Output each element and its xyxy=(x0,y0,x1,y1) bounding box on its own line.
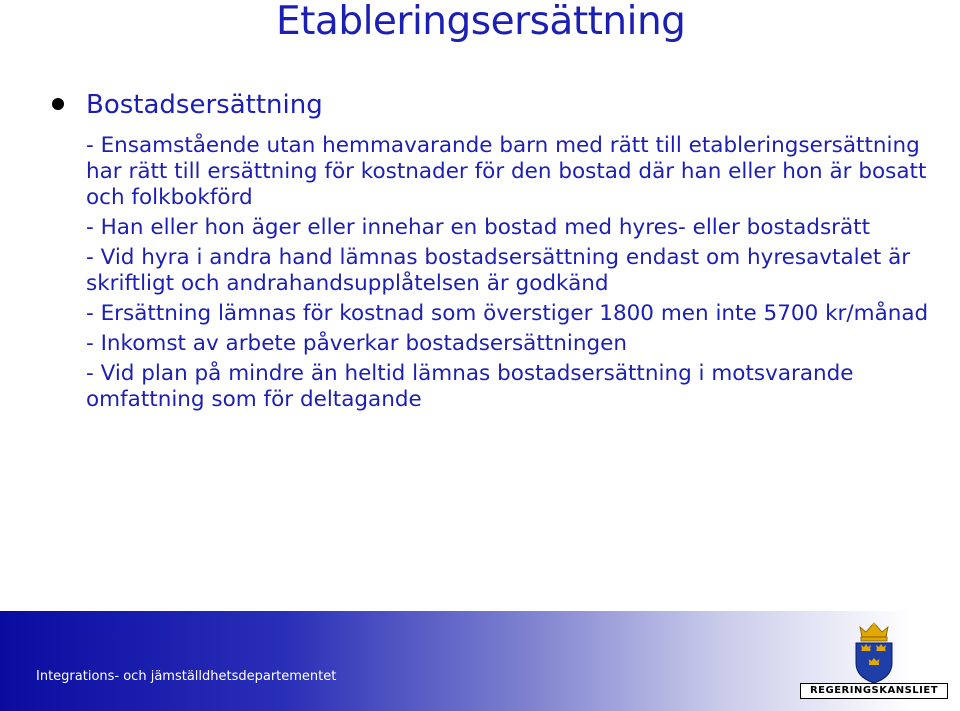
slide-title: Etableringsersättning xyxy=(276,0,686,44)
logo-wordmark: REGERINGSKANSLIET xyxy=(800,683,948,699)
regeringskansliet-logo xyxy=(800,621,948,701)
bullet-list xyxy=(86,133,946,417)
bullet-icon xyxy=(52,98,64,110)
list-item: - Inkomst av arbete påverkar bostadsersättningen xyxy=(86,331,627,356)
list-item: - Han eller hon äger eller innehar en bostad med hyres- eller bostadsrätt xyxy=(86,215,871,240)
list-item: - Vid hyra i andra hand lämnas bostadsersättning endast om hyresavtalet är skriftligt och andrahandsupplåtelsen är godkänd xyxy=(86,245,911,296)
list-item: - Ensamstående utan hemmavarande barn med rätt till etableringsersättning har rätt till ersättning för kostnader för den bostad där han eller hon är bosatt och folkbokförd xyxy=(86,133,927,210)
department-name: Integrations- och jämställdhetsdepartementet xyxy=(36,669,337,684)
footer-band xyxy=(0,611,960,711)
section-heading: Bostadsersättning xyxy=(86,90,323,120)
three-crowns-emblem-icon xyxy=(800,621,948,683)
list-item: - Ersättning lämnas för kostnad som överstiger 1800 men inte 5700 kr/månad xyxy=(86,301,929,326)
list-item: - Vid plan på mindre än heltid lämnas bostadsersättning i motsvarande omfattning som för deltagande xyxy=(86,361,854,412)
